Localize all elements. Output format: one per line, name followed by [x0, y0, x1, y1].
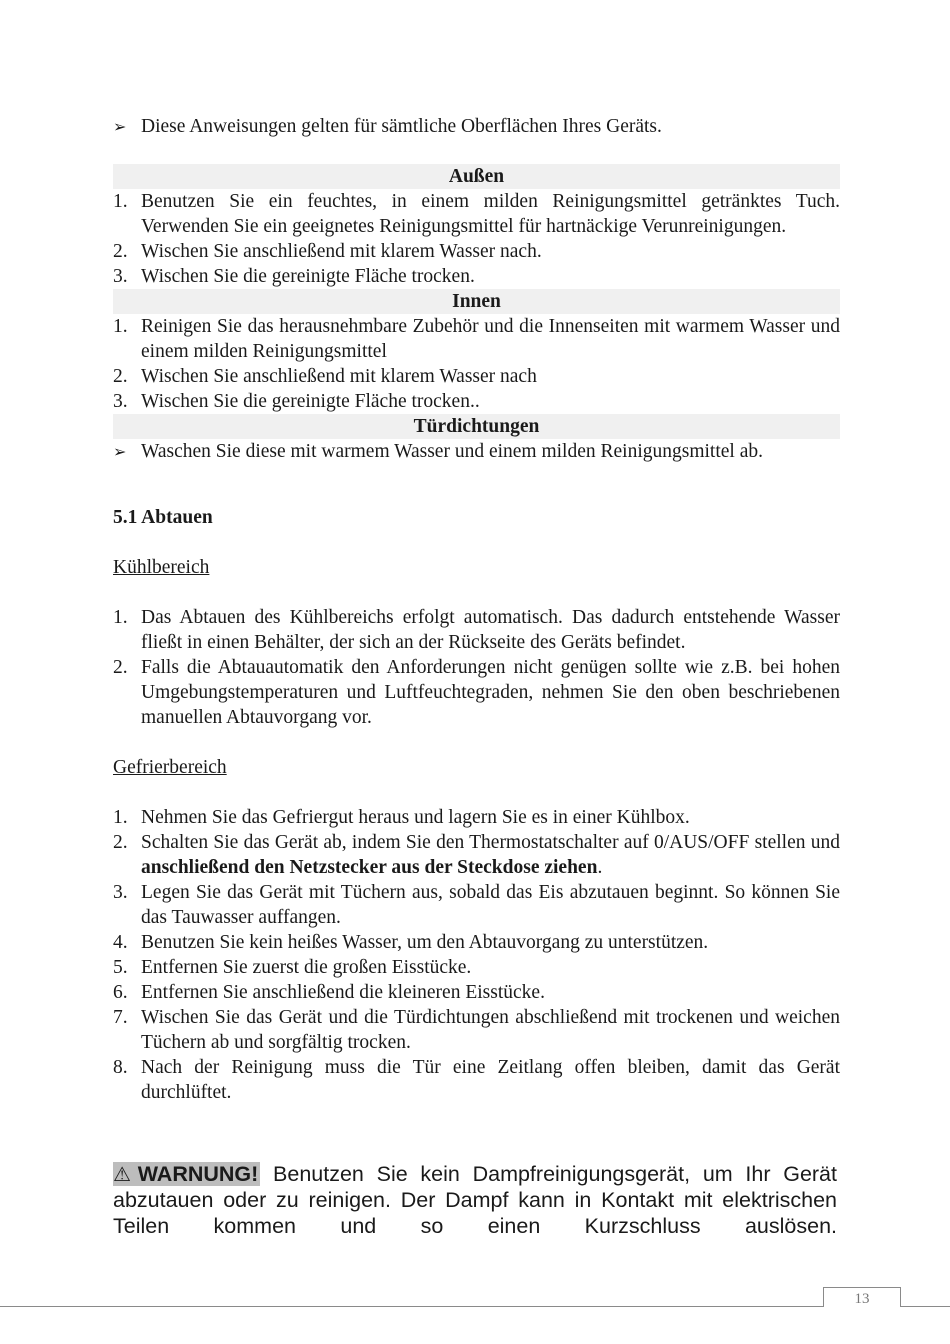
- list-item: 2. Wischen Sie anschließend mit klarem Wasser nach.: [113, 241, 542, 262]
- list-item: 1. Das Abtauen des Kühlbereichs erfolgt automatisch. Das dadurch entstehende Wasser fließt in einen Behälter, der sich an der Rückseite des Geräts befindet.: [113, 607, 840, 653]
- list-item: 5. Entfernen Sie zuerst die großen Eisstücke.: [113, 957, 472, 978]
- warning-text: Benutzen Sie kein Dampfreinigungsgerät, um Ihr Gerät abzutauen oder zu reinigen. Der Dampf kann in Kontakt mit elektrischen Teilen kommen und so einen Kurzschluss auslösen.: [113, 1162, 837, 1238]
- list-item: 1. Benutzen Sie ein feuchtes, in einem milden Reinigungsmittel getränktes Tuch. Verwenden Sie ein geeignetes Reinigungsmittel für hartnäckige Verunreinigungen.: [113, 191, 840, 237]
- warning-box: [113, 1161, 837, 1239]
- list-item: 8. Nach der Reinigung muss die Tür eine Zeitlang offen bleiben, damit das Gerät durchlüftet.: [113, 1057, 840, 1103]
- list-item: 3. Wischen Sie die gereinigte Fläche trocken.: [113, 266, 475, 287]
- page-number: 13: [823, 1287, 901, 1307]
- intro-bullet: [113, 114, 840, 139]
- list-item: 3. Legen Sie das Gerät mit Tüchern aus, sobald das Eis abzutauen beginnt. So können Sie das Tauwasser auffangen.: [113, 882, 840, 928]
- bold-instruction: anschließend den Netzstecker aus der Steckdose ziehen: [141, 857, 598, 878]
- subheading-gefrierbereich: Gefrierbereich: [113, 757, 227, 778]
- list-aussen: [113, 189, 840, 289]
- footer-rule: [0, 1306, 950, 1307]
- list-gefrierbereich: [113, 805, 840, 1105]
- list-item: 2. Schalten Sie das Gerät ab, indem Sie den Thermostatschalter auf 0/AUS/OFF stellen und anschließend den Netzstecker aus der Steckdose ziehen.: [113, 832, 840, 878]
- intro-text: Diese Anweisungen gelten für sämtliche Oberflächen Ihres Geräts.: [141, 116, 662, 137]
- list-item: 4. Benutzen Sie kein heißes Wasser, um den Abtauvorgang zu unterstützen.: [113, 932, 709, 953]
- arrow-bullet-icon: ➢: [113, 117, 127, 136]
- list-item: 3. Wischen Sie die gereinigte Fläche trocken..: [113, 391, 480, 412]
- list-item: 2. Wischen Sie anschließend mit klarem Wasser nach: [113, 366, 537, 387]
- list-item: 1. Reinigen Sie das herausnehmbare Zubehör und die Innenseiten mit warmem Wasser und einem milden Reinigungsmittel: [113, 316, 840, 362]
- list-item: 1. Nehmen Sie das Gefriergut heraus und lagern Sie es in einer Kühlbox.: [113, 807, 690, 828]
- document-body: [113, 114, 840, 1105]
- warning-triangle-icon: ⚠: [113, 1162, 138, 1186]
- arrow-bullet-icon: ➢: [113, 442, 127, 461]
- tuerdichtungen-bullet: [113, 439, 840, 464]
- section-title-aussen: Außen: [113, 164, 840, 189]
- list-innen: [113, 314, 840, 414]
- warning-label-badge: ⚠WARNUNG!: [113, 1162, 259, 1186]
- tuerdichtungen-text: Waschen Sie diese mit warmem Wasser und einem milden Reinigungsmittel ab.: [141, 441, 763, 462]
- section-title-tuerdichtungen: Türdichtungen: [113, 414, 840, 439]
- list-item: 6. Entfernen Sie anschließend die kleineren Eisstücke.: [113, 982, 545, 1003]
- list-item: 7. Wischen Sie das Gerät und die Türdichtungen abschließend mit trockenen und weichen Tüchern ab und sorgfältig trocken.: [113, 1007, 840, 1053]
- section-title-innen: Innen: [113, 289, 840, 314]
- subheading-kuehlbereich: Kühlbereich: [113, 557, 210, 578]
- heading-abtauen: 5.1 Abtauen: [113, 507, 213, 528]
- list-kuehlbereich: [113, 605, 840, 730]
- list-item: 2. Falls die Abtauautomatik den Anforderungen nicht genügen sollte wie z.B. bei hohen Umgebungstemperaturen und Luftfeuchtegraden, nehmen Sie den oben beschriebenen manuellen Abtauvorgang vor.: [113, 657, 840, 728]
